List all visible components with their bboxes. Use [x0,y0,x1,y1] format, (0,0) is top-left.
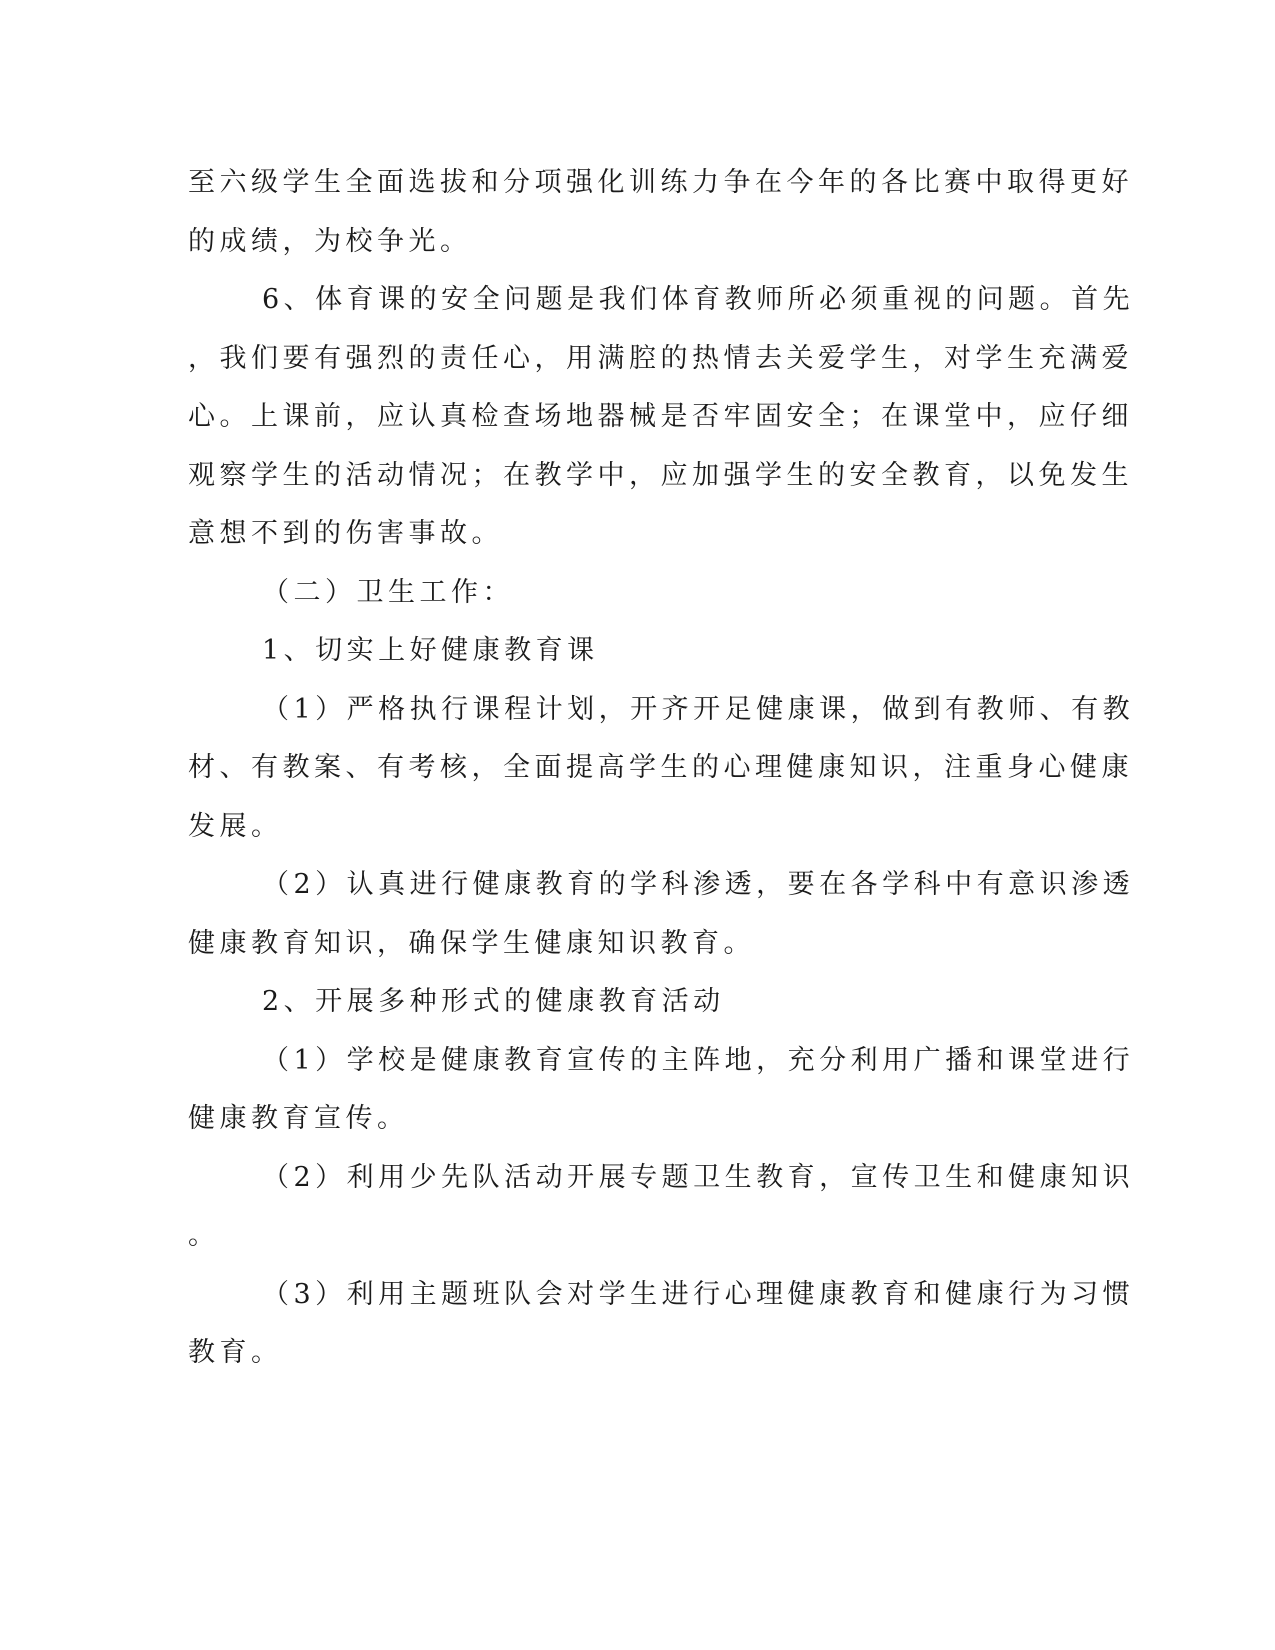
text-line-6: 观察学生的活动情况；在教学中，应加强学生的安全教育，以免发生 [188,460,1133,491]
text-line-14: 健康教育知识，确保学生健康知识教育。 [188,928,755,959]
text-line-7: 意想不到的伤害事故。 [188,518,503,549]
text-line-17: 健康教育宣传。 [188,1103,409,1134]
text-line-16: （1）学校是健康教育宣传的主阵地，充分利用广播和课堂进行 [262,1045,1135,1076]
text-line-18: （2）利用少先队活动开展专题卫生教育，宣传卫生和健康知识 [262,1162,1135,1193]
subheading-2: 2、开展多种形式的健康教育活动 [262,986,725,1017]
text-line-13: （2）认真进行健康教育的学科渗透，要在各学科中有意识渗透 [262,869,1135,900]
text-line-10: （1）严格执行课程计划，开齐开足健康课，做到有教师、有教 [262,694,1135,725]
text-line-12: 发展。 [188,811,283,842]
text-line-20: （3）利用主题班队会对学生进行心理健康教育和健康行为习惯 [262,1279,1135,1310]
text-line-5: 心。上课前，应认真检查场地器械是否牢固安全；在课堂中，应仔细 [188,401,1133,432]
text-line-11: 材、有教案、有考核，全面提高学生的心理健康知识，注重身心健康 [188,752,1133,783]
text-line-1: 至六级学生全面选拔和分项强化训练力争在今年的各比赛中取得更好 [188,167,1133,198]
text-line-21: 教育。 [188,1337,283,1368]
section-heading: （二）卫生工作： [262,577,514,608]
text-line-4: ，我们要有强烈的责任心，用满腔的热情去关爱学生，对学生充满爱 [188,343,1133,374]
text-line-19: 。 [188,1220,220,1251]
text-line-2: 的成绩，为校争光。 [188,226,472,257]
subheading-1: 1、切实上好健康教育课 [262,635,599,666]
text-line-3: 6、体育课的安全问题是我们体育教师所必须重视的问题。首先 [262,284,1135,315]
